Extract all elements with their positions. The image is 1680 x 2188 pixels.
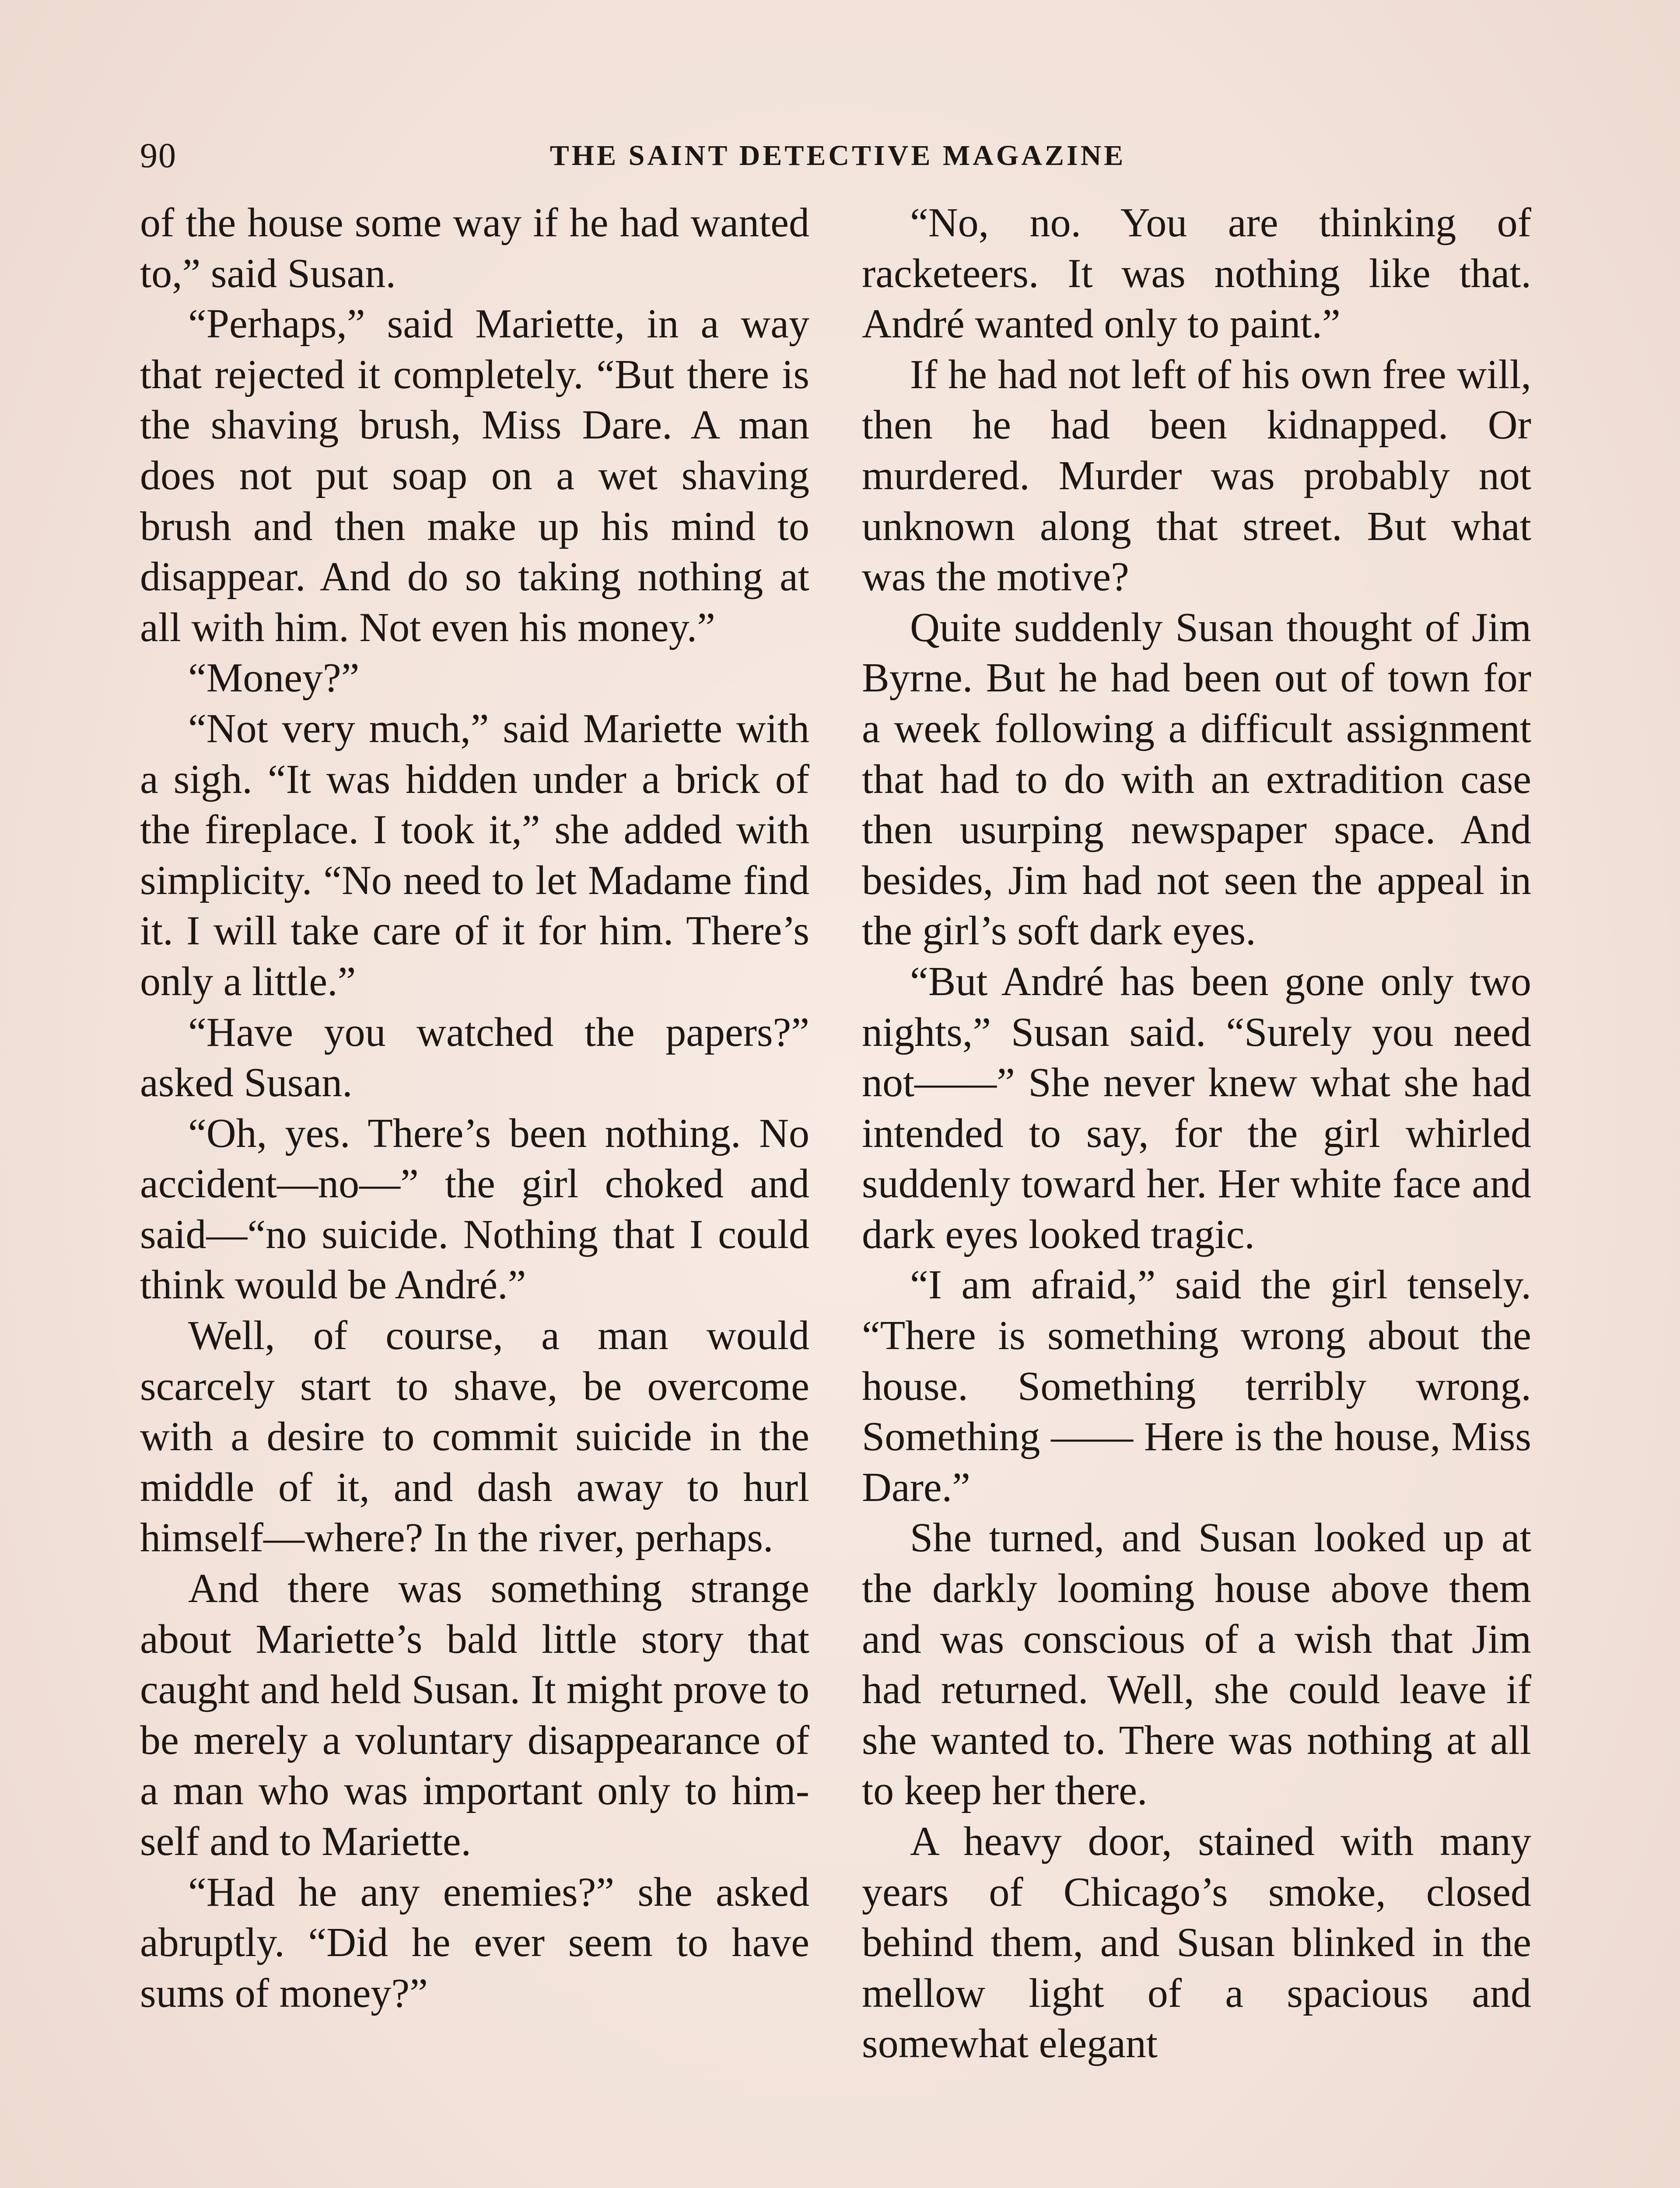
paragraph: Quite suddenly Susan thought of Jim Byrne. But he had been out of town for a week following a difficult assignment that had to do with an extradition case then usurping newspaper space. And besides, Jim had not seen the appeal in the girl’s soft dark eyes. (862, 604, 1531, 954)
paragraph: A heavy door, stained with many years of Chicago’s smoke, closed behind them, and Susan blinked in the mellow light of a spacious and somewhat elegant (862, 1819, 1531, 2067)
paragraph: Well, of course, a man would scarcely start to shave, be overcome with a desire to commit suicide in the middle of it, and dash away to hurl himself—where? In the river, perhaps. (140, 1313, 809, 1561)
paragraph: “Had he any enemies?” she asked abruptly. “Did he ever seem to have sums of money?” (140, 1869, 809, 2016)
left-text-column (140, 198, 809, 2019)
paragraph: “But André has been gone only two nights,” Susan said. “Surely you need not——” She never knew what she had intended to say, for the girl whirled suddenly toward her. Her white face and dark eyes looked tragic. (862, 958, 1531, 1257)
paragraph: “Perhaps,” said Mariette, in a way that rejected it completely. “But there is the shaving brush, Miss Dare. A man does not put soap on a wet shaving brush and then make up his mind to disappear. And do so taking nothing at all with him. Not even his money.” (140, 301, 809, 650)
page-number: 90 (140, 137, 177, 175)
paragraph: If he had not left of his own free will, then he had been kidnapped. Or murdered. Murder was probably not unknown along that street. But what was the motive? (862, 351, 1531, 600)
paragraph: “Money?” (188, 655, 360, 701)
paragraph: “Not very much,” said Mariette with a sigh. “It was hidden under a brick of the fireplace. I took it,” she added with simplicity. “No need to let Madame find it. I will take care of it for him. There’s only a little.” (140, 705, 809, 1004)
paragraph: “Have you watched the papers?” asked Susan. (140, 1009, 809, 1106)
paragraph: And there was something strange about Mariette’s bald little story that caught and held Susan. It might prove to be merely a voluntary disappearance of a man who was important only to himself and to Mariette. (140, 1566, 809, 1864)
right-text-column (862, 198, 1531, 2069)
paragraph: She turned, and Susan looked up at the darkly looming house above them and was conscious of a wish that Jim had returned. Well, she could leave if she wanted to. There was nothing at all to keep her there. (862, 1515, 1531, 1814)
magazine-title: THE SAINT DETECTIVE MAGAZINE (550, 140, 1126, 172)
paragraph: “Oh, yes. There’s been nothing. No accident—no—” the girl choked and said—“no suicide. Nothing that I could think would be André.” (140, 1110, 809, 1308)
running-header (140, 130, 1536, 182)
paragraph: of the house some way if he had wanted to,” said Susan. (140, 200, 809, 296)
paragraph: “No, no. You are thinking of racketeers. It was nothing like that. André wanted only to paint.” (862, 200, 1531, 347)
paragraph: “I am afraid,” said the girl tensely. “There is something wrong about the house. Something terribly wrong. Something —— Here is the house, Miss Dare.” (862, 1262, 1531, 1510)
